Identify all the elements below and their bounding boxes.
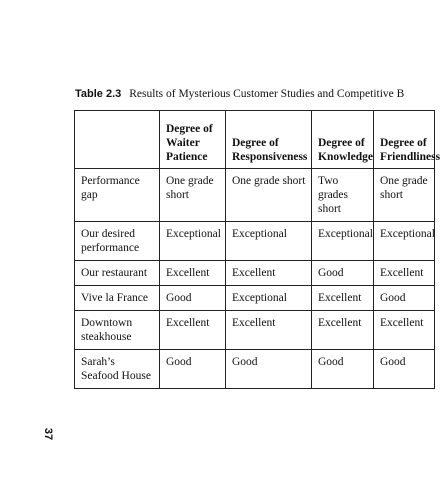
table-cell: Good — [374, 350, 435, 389]
table-cell: One grade short — [160, 169, 226, 222]
table-title: Results of Mysterious Customer Studies and Competitive B — [129, 88, 405, 100]
table-cell: Good — [226, 350, 312, 389]
table-cell: Exceptional — [226, 222, 312, 261]
row-label: Sarah’s Seafood House — [75, 350, 160, 389]
table-cell: Excellent — [374, 261, 435, 286]
table-cell: Excellent — [160, 311, 226, 350]
table-row — [75, 222, 435, 261]
table-header-row — [75, 111, 435, 169]
table-caption — [75, 86, 404, 102]
table-row — [75, 286, 435, 311]
table-cell: Good — [160, 286, 226, 311]
header-cell-responsiveness: Degree of Responsiveness — [226, 111, 312, 169]
row-label: Our restaurant — [75, 261, 160, 286]
table-cell: Exceptional — [312, 222, 374, 261]
table-cell: Excellent — [312, 286, 374, 311]
table-cell: Good — [312, 350, 374, 389]
table-cell: Excellent — [374, 311, 435, 350]
header-cell-knowledge: Degree of Knowledge — [312, 111, 374, 169]
table-cell: Two grades short — [312, 169, 374, 222]
table-cell: Exceptional — [160, 222, 226, 261]
table-row — [75, 350, 435, 389]
page-number: 37 — [42, 427, 54, 441]
row-label: Performance gap — [75, 169, 160, 222]
table-label: Table 2.3 — [75, 88, 122, 100]
table-cell: Good — [374, 286, 435, 311]
table-cell: Excellent — [226, 261, 312, 286]
table-cell: Good — [312, 261, 374, 286]
table-cell: Exceptional — [374, 222, 435, 261]
table-cell: Excellent — [160, 261, 226, 286]
row-label: Downtown steakhouse — [75, 311, 160, 350]
table-cell: One grade short — [374, 169, 435, 222]
row-label: Vive la France — [75, 286, 160, 311]
header-cell-waiter-patience: Degree of Waiter Patience — [160, 111, 226, 169]
table-cell: One grade short — [226, 169, 312, 222]
table-row — [75, 311, 435, 350]
header-cell-empty — [75, 111, 160, 169]
header-cell-friendliness: Degree of Friendliness — [374, 111, 435, 169]
table-row — [75, 261, 435, 286]
table-row — [75, 169, 435, 222]
table-cell: Good — [160, 350, 226, 389]
results-table — [74, 110, 440, 389]
row-label: Our desired performance — [75, 222, 160, 261]
table-cell: Excellent — [226, 311, 312, 350]
table-cell: Exceptional — [226, 286, 312, 311]
table-cell: Excellent — [312, 311, 374, 350]
